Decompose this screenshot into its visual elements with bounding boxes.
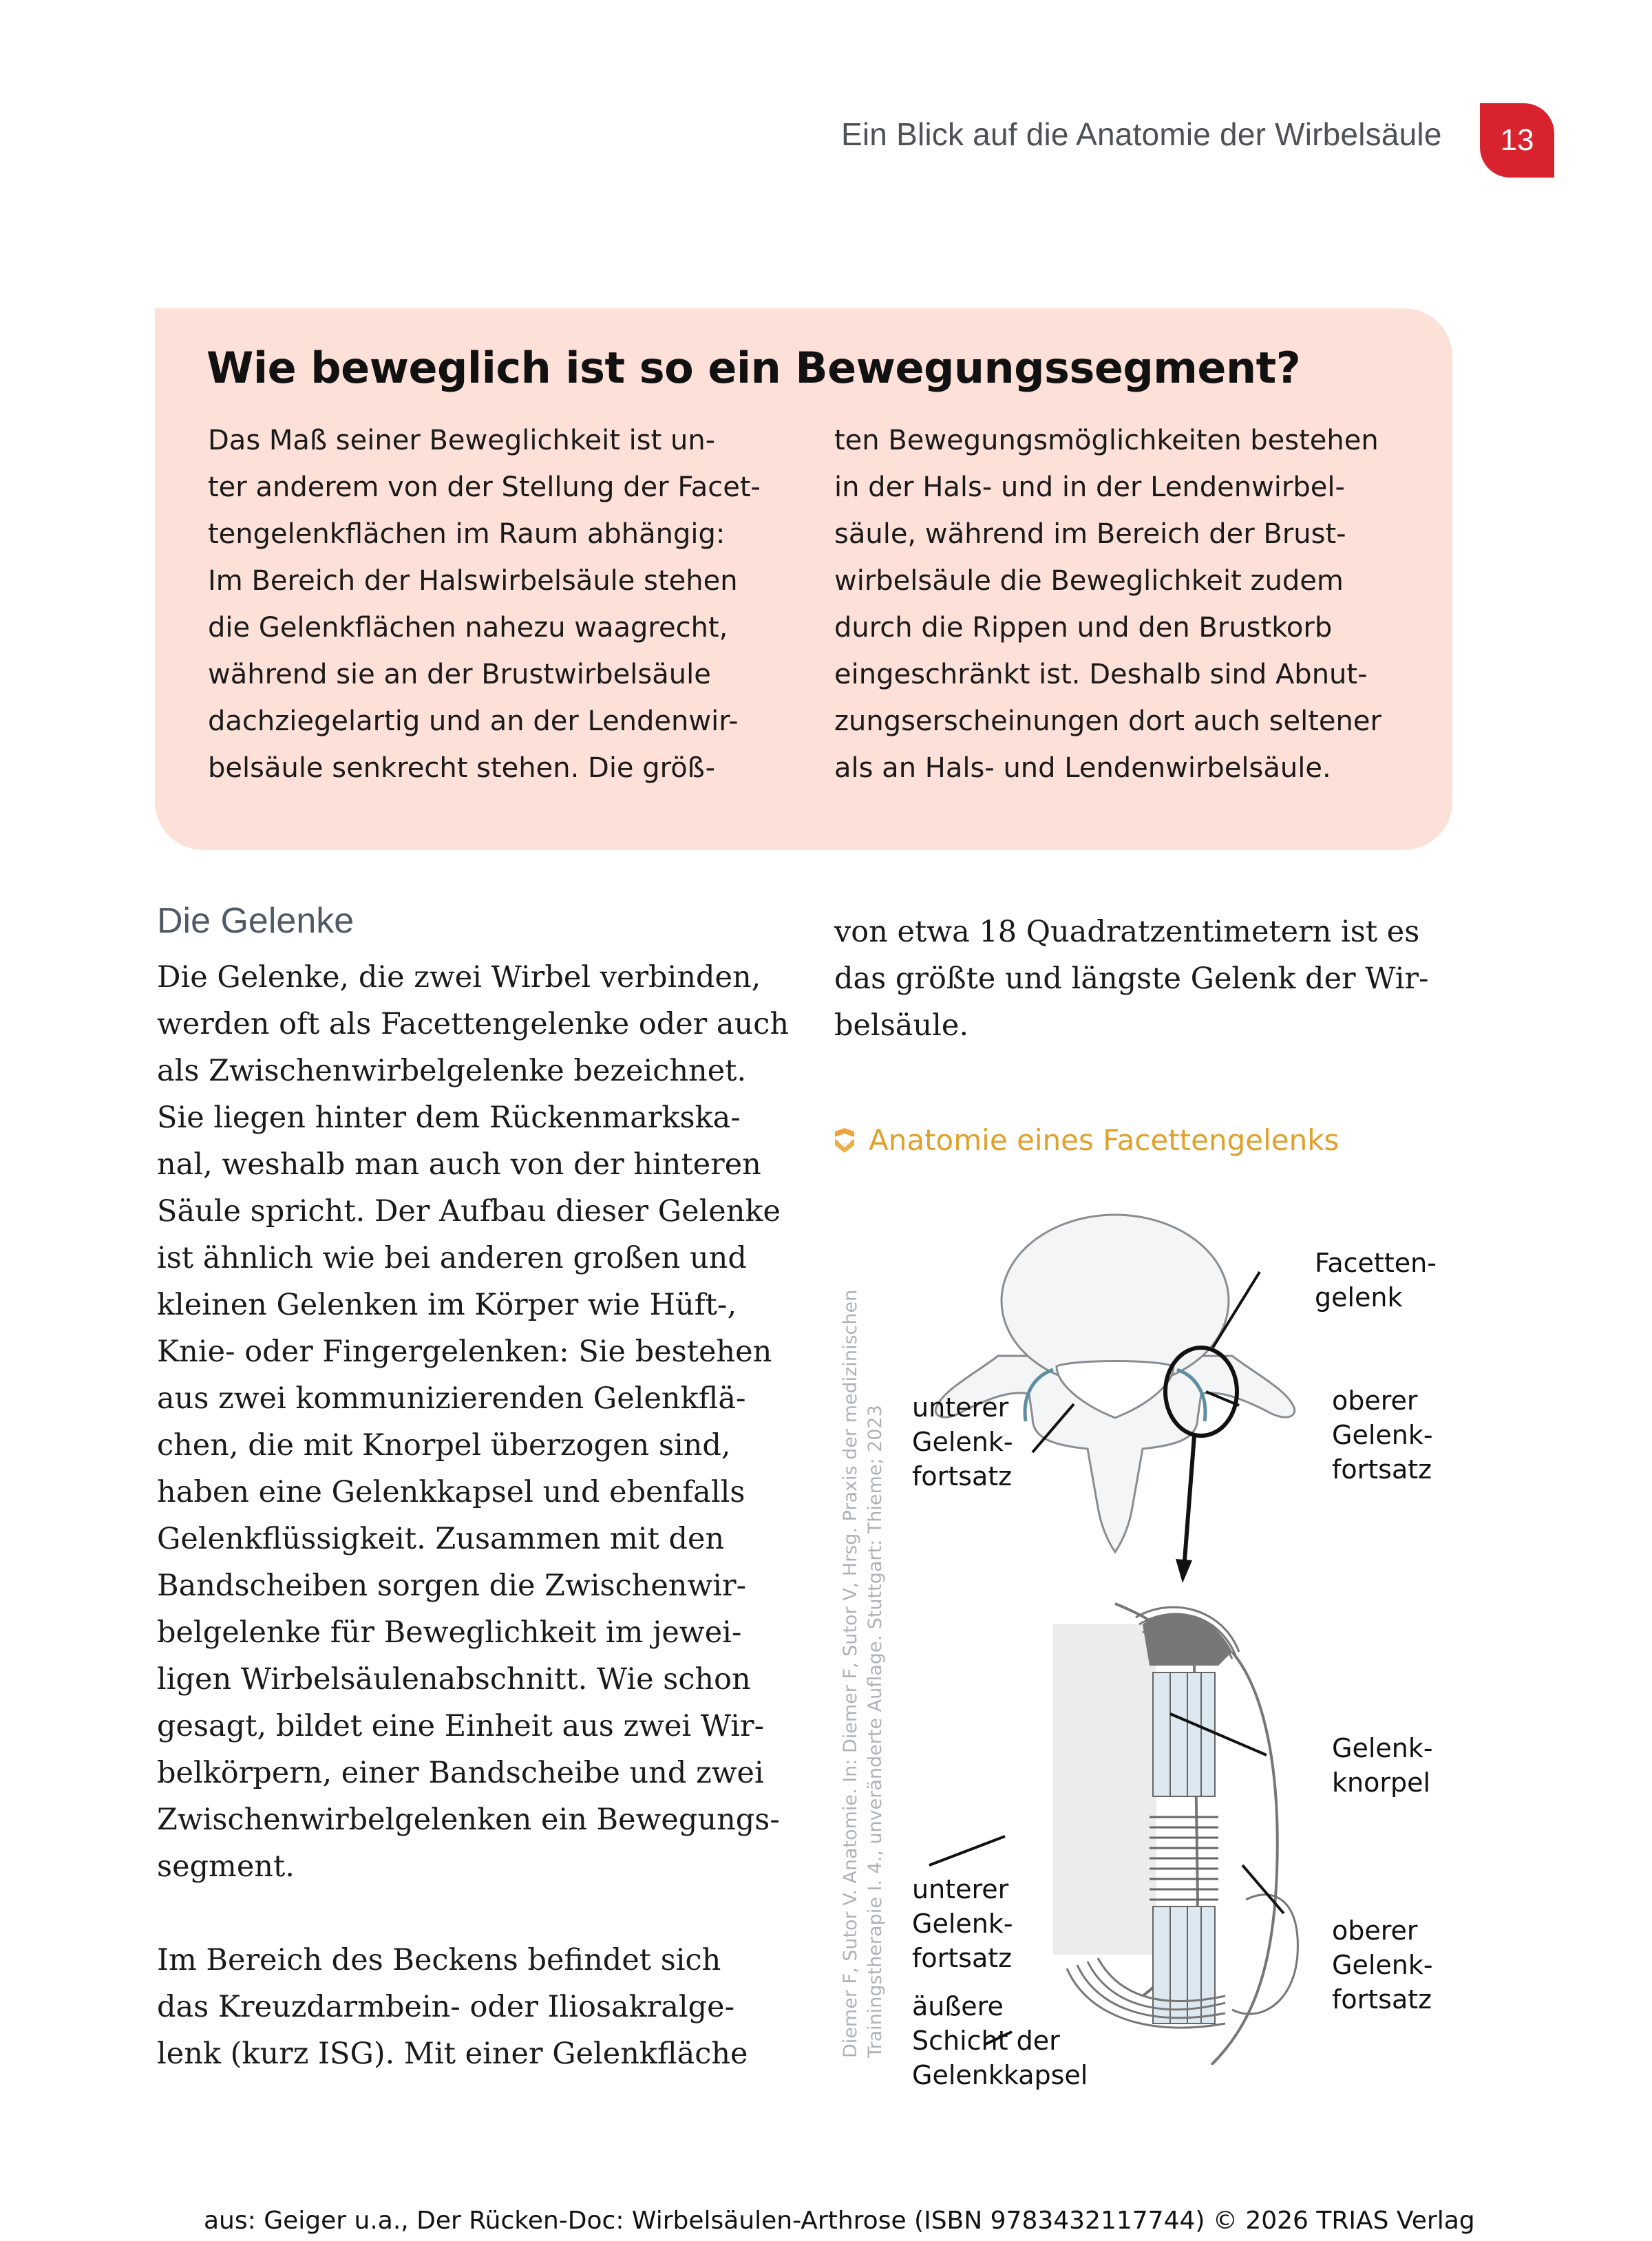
figure-caption — [833, 1123, 1339, 1157]
text-line: chen, die mit Knorpel überzogen sind, — [157, 1428, 731, 1463]
text-line: belgelenke für Beweglichkeit im jewei- — [157, 1615, 742, 1650]
text-line: als Zwischenwirbelgelenke bezeichnet. — [157, 1054, 747, 1088]
label-line: fortsatz — [1332, 1984, 1432, 2015]
credit-line: Diemer F, Sutor V. Anatomie. In: Diemer F, Sutor V, Hrsg. Praxis der medizinischen — [840, 1289, 861, 2058]
text-line: das Kreuzdarmbein- oder Iliosakralge- — [157, 1990, 735, 2024]
section-heading: Die Gelenke — [157, 901, 354, 941]
running-header-title: Ein Blick auf die Anatomie der Wirbelsäule — [841, 116, 1442, 152]
text-line: belsäule senkrecht stehen. Die größ- — [208, 752, 716, 784]
text-line: in der Hals- und in der Lendenwirbel- — [834, 471, 1345, 503]
text-line: ten Bewegungsmöglichkeiten bestehen — [834, 425, 1379, 456]
text-line: kleinen Gelenken im Körper wie Hüft-, — [157, 1288, 737, 1322]
credit-line: Trainingstherapie I. 4., unveränderte Auflage. Stuttgart: Thieme; 2023 — [865, 1405, 886, 2058]
label-line: Gelenk- — [1332, 1950, 1433, 1980]
paragraph-gap — [157, 1890, 789, 1937]
label-line: Facetten- — [1315, 1248, 1437, 1278]
text-line: ter anderem von der Stellung der Facet- — [208, 471, 761, 503]
text-line: Das Maß seiner Beweglichkeit ist un- — [208, 425, 716, 456]
text-line: Die Gelenke, die zwei Wirbel verbinden, — [157, 960, 761, 995]
label-line: Schicht der — [912, 2026, 1060, 2056]
text-line: Knie- oder Fingergelenken: Sie bestehen — [157, 1335, 772, 1369]
text-line: von etwa 18 Quadratzentimetern ist es — [834, 915, 1420, 949]
page-number: 13 — [1500, 123, 1534, 157]
label-lower-articular-process-top — [912, 1390, 1013, 1494]
text-line: belkörpern, einer Bandscheibe und zwei — [157, 1756, 764, 1790]
text-line: Zwischenwirbelgelenken ein Bewegungs- — [157, 1803, 780, 1837]
label-line: fortsatz — [1332, 1454, 1432, 1485]
text-line: Säule spricht. Der Aufbau dieser Gelenke — [157, 1194, 781, 1229]
label-line: knorpel — [1332, 1767, 1431, 1798]
text-line: Im Bereich des Beckens befindet sich — [157, 1943, 721, 1977]
text-line: zungserscheinungen dort auch seltener — [834, 705, 1381, 737]
text-line: lenk (kurz ISG). Mit einer Gelenkfläche — [157, 2037, 748, 2071]
text-line: Sie liegen hinter dem Rückenmarkska- — [157, 1101, 741, 1135]
text-line: säule, während im Bereich der Brust- — [834, 518, 1346, 550]
text-line: ist ähnlich wie bei anderen großen und — [157, 1241, 747, 1275]
label-line: fortsatz — [912, 1461, 1013, 1491]
label-upper-articular-process-top — [1332, 1383, 1433, 1487]
text-line: Bandscheiben sorgen die Zwischenwir- — [157, 1569, 747, 1603]
callout-text-left-column — [208, 417, 761, 792]
label-line: oberer — [1332, 1385, 1418, 1416]
text-line: nal, weshalb man auch von der hinteren — [157, 1147, 761, 1182]
text-line: dachziegelartig und an der Lendenwir- — [208, 705, 739, 737]
text-line: segment. — [157, 1849, 295, 1884]
text-line: haben eine Gelenkkapsel und ebenfalls — [157, 1475, 745, 1509]
page-number-badge — [1480, 103, 1554, 178]
text-line: die Gelenkflächen nahezu waagrecht, — [208, 612, 728, 644]
text-line: während sie an der Brustwirbelsäule — [208, 659, 711, 690]
text-line: tengelenkflächen im Raum abhängig: — [208, 518, 726, 550]
label-line: Gelenk- — [1332, 1420, 1433, 1450]
label-line: Gelenk- — [912, 1909, 1013, 1939]
figure-caption-text: Anatomie eines Facettengelenks — [869, 1123, 1339, 1157]
label-line: äußere — [912, 1991, 1004, 2021]
text-line: belsäule. — [834, 1008, 968, 1043]
label-line: fortsatz — [912, 1943, 1013, 1973]
label-line: Gelenk- — [912, 1427, 1013, 1457]
label-line: Gelenkkapsel — [912, 2060, 1088, 2090]
text-line: eingeschränkt ist. Deshalb sind Abnut- — [834, 659, 1368, 690]
text-line: wirbelsäule die Beweglichkeit zudem — [834, 565, 1344, 597]
label-outer-capsule-layer — [912, 1989, 1088, 2092]
label-facet-joint — [1315, 1246, 1437, 1315]
label-line: unterer — [912, 1392, 1009, 1423]
label-lower-articular-process-bottom — [912, 1872, 1013, 1975]
label-line: gelenk — [1315, 1282, 1403, 1313]
source-footer: aus: Geiger u.a., Der Rücken-Doc: Wirbelsäulen-Arthrose (ISBN 9783432117744) © 2026 TRIAS Verlag — [204, 2207, 1475, 2235]
callout-text-right-column — [834, 417, 1381, 792]
text-line: Gelenkflüssigkeit. Zusammen mit den — [157, 1522, 725, 1556]
facet-joint-diagram — [826, 1211, 1480, 2090]
label-upper-articular-process-bottom — [1332, 1913, 1433, 2017]
body-text-left-column — [157, 954, 789, 2077]
text-line: Im Bereich der Halswirbelsäule stehen — [208, 565, 738, 597]
label-articular-cartilage — [1332, 1731, 1433, 1800]
body-text-right-column — [834, 909, 1429, 1049]
text-line: werden oft als Facettengelenke oder auch — [157, 1007, 790, 1041]
callout-title: Wie beweglich ist so ein Bewegungssegment? — [206, 343, 1301, 393]
text-line: als an Hals- und Lendenwirbelsäule. — [834, 752, 1331, 784]
text-line: ligen Wirbelsäulenabschnitt. Wie schon — [157, 1662, 751, 1697]
text-line: aus zwei kommunizierenden Gelenkflä- — [157, 1381, 746, 1416]
text-line: das größte und längste Gelenk der Wir- — [834, 962, 1429, 996]
text-line: gesagt, bildet eine Einheit aus zwei Wir- — [157, 1709, 765, 1743]
label-line: oberer — [1332, 1915, 1418, 1946]
label-line: unterer — [912, 1874, 1009, 1904]
text-line: durch die Rippen und den Brustkorb — [834, 612, 1333, 644]
label-line: Gelenk- — [1332, 1733, 1433, 1763]
chevron-badge-icon — [833, 1127, 856, 1154]
